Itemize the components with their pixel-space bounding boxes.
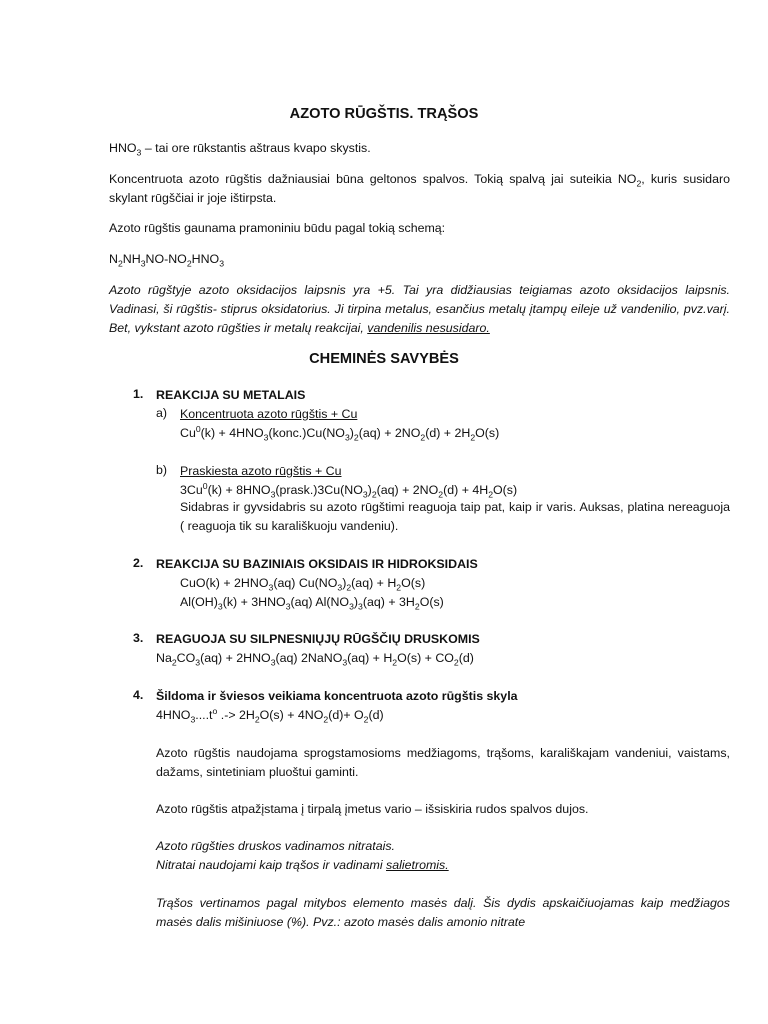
equation: $4HNO_3....t^o$ .-> $2H_2O(s) + 4NO_2(d)+ O_2(d)$	[156, 705, 384, 725]
subitem-label: a)	[156, 406, 168, 420]
subitem-title: Praskiesta azoto rūgštis + Cu	[180, 464, 342, 478]
equation: $CuO(k) + 2HNO_3(aq) Cu(NO_3)_2(aq) + H_2O(s)$	[180, 576, 426, 593]
subitem-title: Koncentruota azoto rūgštis + Cu	[180, 407, 358, 421]
intro-line-hno3: $HNO_3$ – tai ore rūkstantis aštraus kvapo skystis.	[109, 141, 371, 158]
item-heading: REAGUOJA SU SILPNESNIŲJŲ RŪGŠČIŲ DRUSKOMIS	[156, 632, 480, 646]
equation: $Cu^0(k)$ + $4HNO_3(konc.)Cu(NO_3)_2(aq) + 2NO_2(d) + 2H_2O(s)$	[180, 423, 500, 443]
item-number: 1.	[133, 387, 144, 401]
subitem-label: b)	[156, 463, 168, 477]
item-number: 4.	[133, 688, 144, 702]
item-number: 3.	[133, 631, 144, 645]
item-heading: Šildoma ir šviesos veikiama koncentruota azoto rūgštis skyla	[156, 689, 518, 703]
uses-paragraph: Azoto rūgštis naudojama sprogstamosioms medžiagoms, trąšoms, karališkajam vandeniui, vaistams, dažams, sintetiniam pluoštui gaminti.	[156, 746, 730, 779]
section-title: CHEMINĖS SAVYBĖS	[309, 351, 459, 367]
equation: $Na_2CO_3(aq) + 2HNO_3(aq)$ 2NaNO$_3$(aq) + $H_2O(s) + CO_2(d)$	[156, 651, 474, 668]
item-heading: REAKCIJA SU BAZINIAIS OKSIDAIS IR HIDROKSIDAIS	[156, 557, 478, 571]
production-scheme: $N_2NH_3NO-NO_2HNO_3$	[109, 252, 225, 269]
detection-line: Azoto rūgštis atpažįstama į tirpalą įmetus vario – išsiskiria rudos spalvos dujos.	[156, 802, 589, 816]
nitrates-line-2: Nitratai naudojami kaip trąšos ir vadinami salietromis.	[156, 858, 449, 872]
equation: $3Cu^0(k)$ + $8HNO_3(prask.)3Cu(NO_3)_2(aq) + 2NO_2(d) + 4H_2O(s)$	[180, 480, 518, 500]
nitrates-line-1: Azoto rūgšties druskos vadinamos nitratais.	[156, 839, 395, 853]
item-heading: REAKCIJA SU METALAIS	[156, 388, 306, 402]
intro-paragraph-oxidation: Azoto rūgštyje azoto oksidacijos laipsnis yra +5. Tai yra didžiausias teigiamas azoto oksidacijos laipsnis. Vadinasi, ši rūgštis- stiprus oksidatorius. Ji tirpina metalus, esančius metalų įtampų eileje už vandenilio, pvz.varį. Bet, vykstant azoto rūgšties ir metalų reakcijai, vandenilis nesusidaro.	[109, 283, 730, 335]
fertilizer-paragraph: Trąšos vertinamos pagal mitybos elemento masės dalį. Šis dydis apskaičiuojamas kaip medžiagos masės dalis mišiniuose (%). Pvz.: azoto masės dalis amonio nitrate	[156, 896, 730, 929]
intro-line-production: Azoto rūgštis gaunama pramoniniu būdu pagal tokią schemą:	[109, 221, 446, 235]
intro-paragraph-color: Koncentruota azoto rūgštis dažniausiai būna geltonos spalvos. Tokią spalvą jai suteikia $NO_2$, kuris susidaro skylant rūgščiai ir joje ištirpsta.	[109, 172, 730, 205]
subitem-note: Sidabras ir gyvsidabris su azoto rūgštimi reaguoja taip pat, kaip ir varis. Auksas, platina nereaguoja ( reaguoja tik su karališkuoju vandeniu).	[180, 500, 730, 533]
item-number: 2.	[133, 556, 144, 570]
page-title: AZOTO RŪGŠTIS. TRĄŠOS	[289, 106, 479, 122]
equation: $Al(OH)_3(k) + 3HNO_3(aq) Al(NO_3)_3(aq) + 3H_2O(s)$	[180, 595, 444, 612]
